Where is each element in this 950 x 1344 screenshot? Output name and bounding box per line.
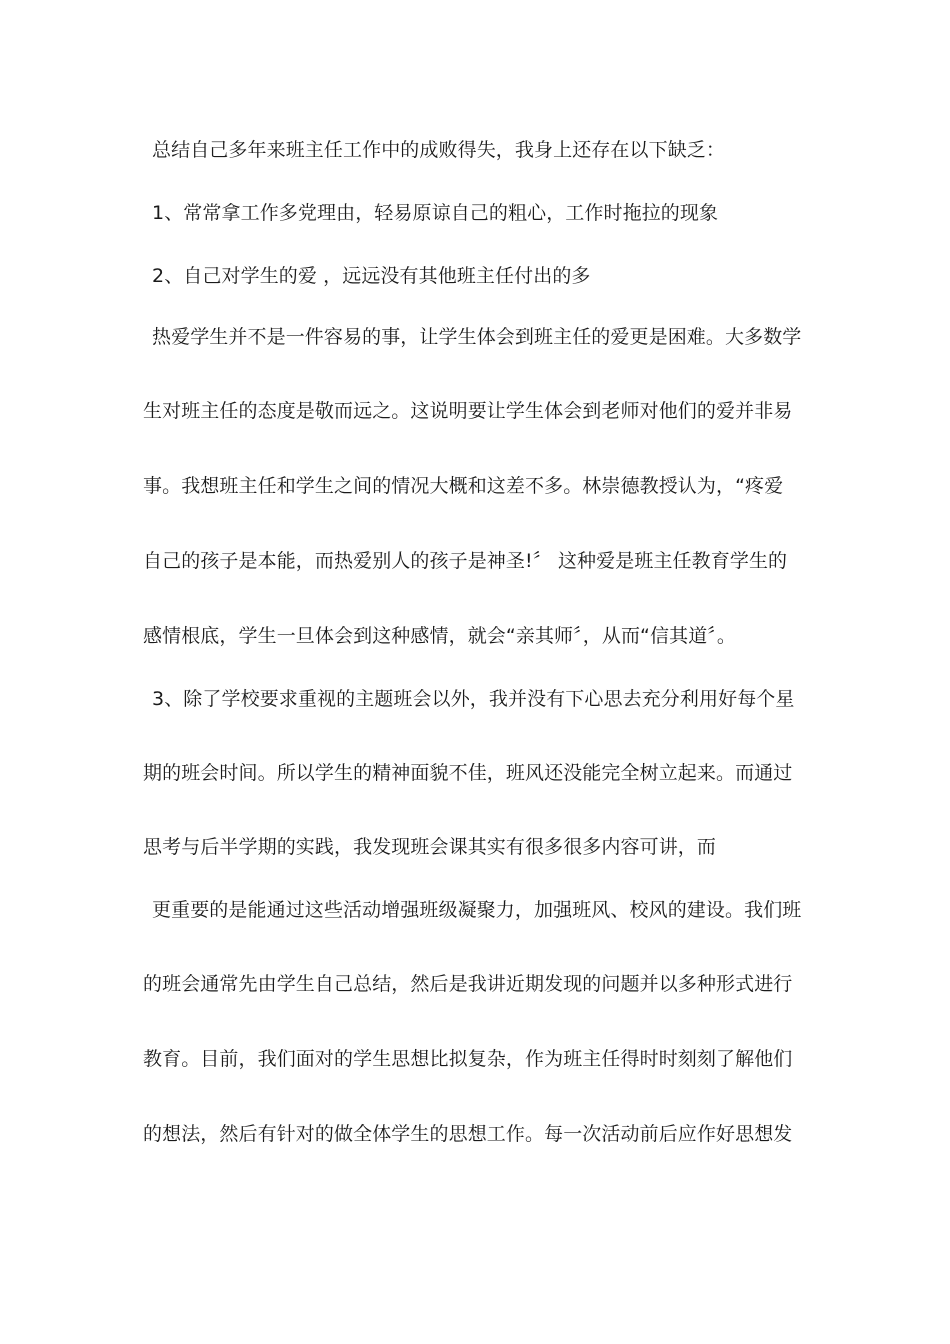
text-line: 思考与后半学期的实践，我发现班会课其实有很多很多内容可讲，而 <box>143 836 717 858</box>
text-line: 生对班主任的态度是敬而远之。这说明要让学生体会到老师对他们的爱并非易 <box>143 400 793 422</box>
text-line: 感情根底，学生一旦体会到这种感情，就会“亲其师〞，从而“信其道〞。 <box>143 625 736 647</box>
text-line: 的班会通常先由学生自己总结，然后是我讲近期发现的问题并以多种形式进行 <box>143 973 793 995</box>
text-line: 热爱学生并不是一件容易的事，让学生体会到班主任的爱更是困难。大多数学 <box>152 326 802 348</box>
text-line: 期的班会时间。所以学生的精神面貌不佳，班风还没能完全树立起来。而通过 <box>143 762 793 784</box>
text-line: 更重要的是能通过这些活动增强班级凝聚力，加强班风、校风的建设。我们班 <box>152 899 802 921</box>
text-line: 事。我想班主任和学生之间的情况大概和这差不多。林崇德教授认为，“疼爱 <box>143 475 784 497</box>
text-line: 教育。目前，我们面对的学生思想比拟复杂，作为班主任得时时刻刻了解他们 <box>143 1048 793 1070</box>
text-line: 自己的孩子是本能，而热爱别人的孩子是神圣!〞 这种爱是班主任教育学生的 <box>143 550 788 572</box>
text-line: 的想法，然后有针对的做全体学生的思想工作。每一次活动前后应作好思想发 <box>143 1123 793 1145</box>
text-line: 总结自己多年来班主任工作中的成败得失，我身上还存在以下缺乏： <box>152 139 726 161</box>
text-line: 3、除了学校要求重视的主题班会以外，我并没有下心思去充分利用好每个星 <box>152 688 795 710</box>
text-line: 2、自己对学生的爱 ，远远没有其他班主任付出的多 <box>152 265 591 287</box>
text-line: 1、常常拿工作多党理由，轻易原谅自己的粗心，工作时拖拉的现象 <box>152 202 719 224</box>
